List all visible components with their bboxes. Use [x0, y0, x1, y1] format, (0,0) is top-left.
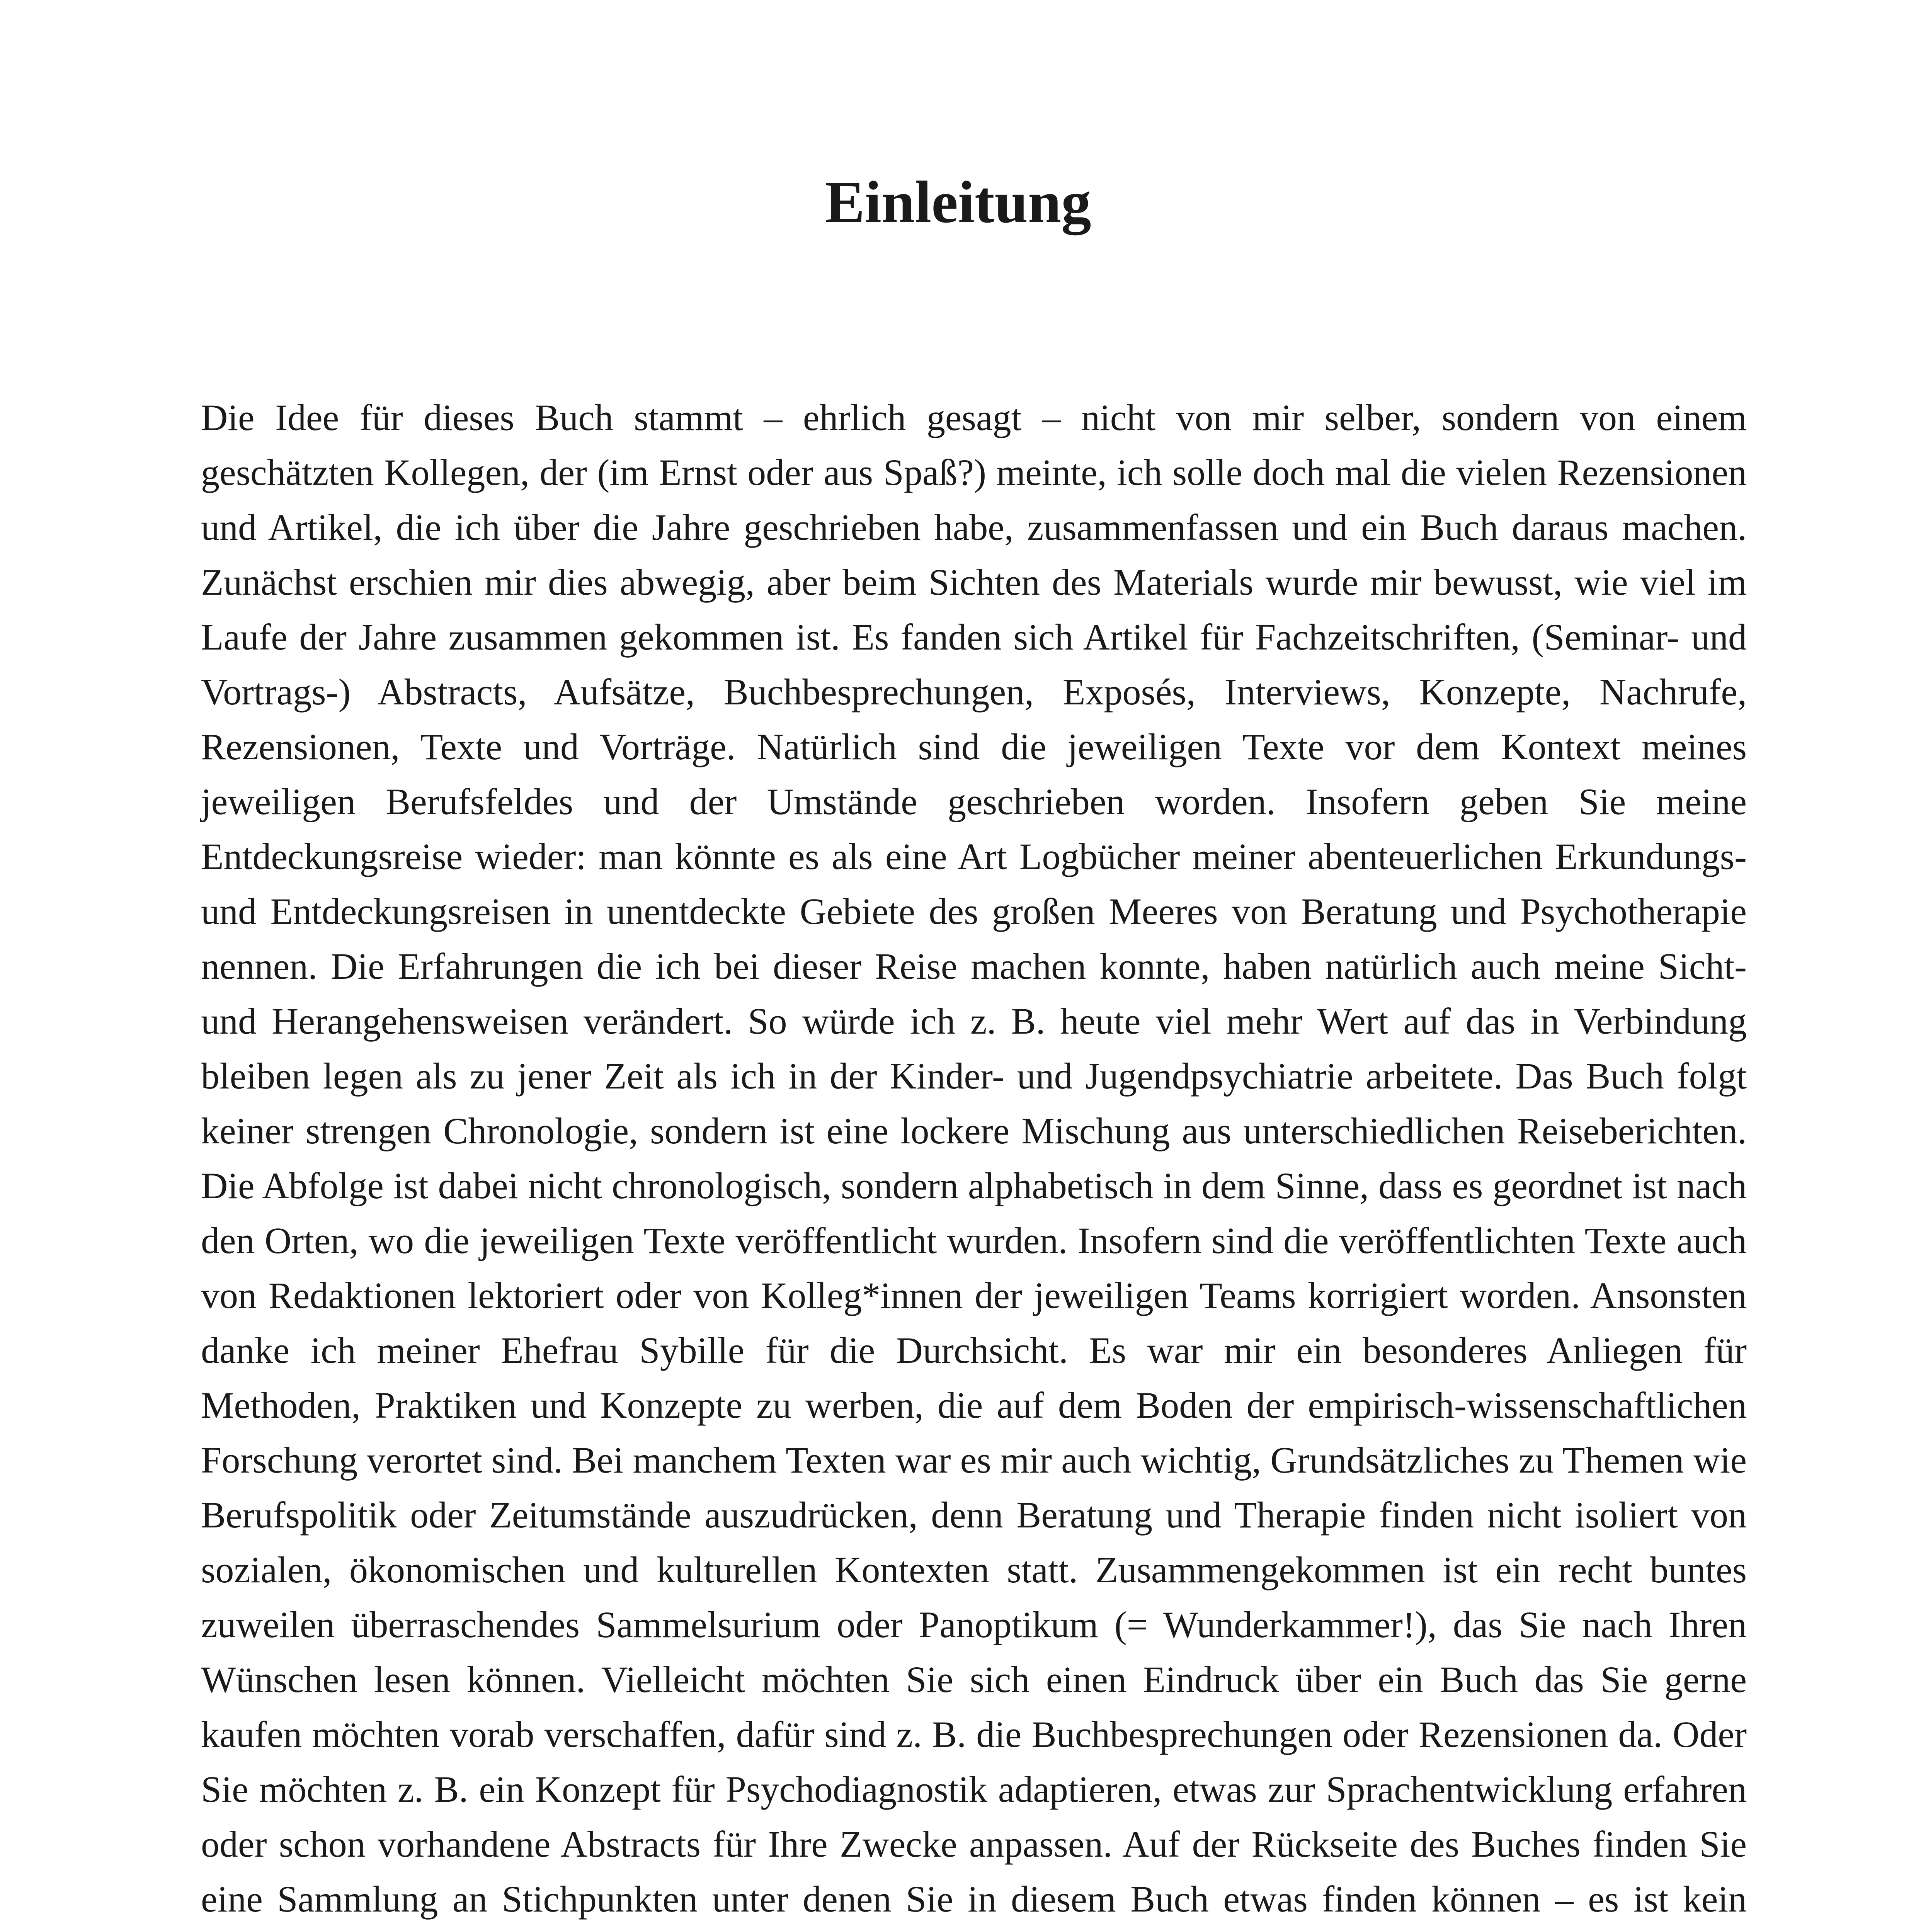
body-paragraph-1: Die Idee für dieses Buch stammt – ehrlich gesagt – nicht von mir selber, sondern von einem geschätzten Kollegen, der (im Ernst oder aus Spaß?) meinte, ich solle doch mal die vielen Rezensionen und Artikel, die ich über die Jahre geschrieben habe, zusammenfassen und ein Buch daraus machen. Zunächst erschien mir dies abwegig, aber beim Sichten des Materials wurde mir bewusst, wie viel im Laufe der Jahre zusammen gekommen ist. Es fanden sich Artikel für Fachzeitschriften, (Seminar- und Vortrags-) Abstracts, Aufsätze, Buchbesprechungen, Exposés, Interviews, Konzepte, Nachrufe, Rezensionen, Texte und Vorträge. Natürlich sind die jeweiligen Texte vor dem Kontext meines jeweiligen Berufsfeldes und der Umstände geschrieben worden. Insofern geben Sie meine Entdeckungsreise wieder: man könnte es als eine Art Logbücher meiner abenteuerlichen Erkundungs- und Entdeckungsreisen in unentdeckte Gebiete des großen Meeres von Beratung und Psychotherapie nennen. Die Erfahrungen die ich bei dieser Reise machen konnte, haben natürlich auch meine Sicht- und Herangehensweisen verändert. So würde ich z. B. heute viel mehr Wert auf das in Verbindung bleiben legen als zu jener Zeit als ich in der Kinder- und Jugendpsychiatrie arbeitete. Das Buch folgt keiner strengen Chronologie, sondern ist eine lockere Mischung aus unterschiedlichen Reiseberichten. Die Abfolge ist dabei nicht chronologisch, sondern alphabetisch in dem Sinne, dass es geordnet ist nach den Orten, wo die jeweiligen Texte veröffentlicht wurden. Insofern sind die veröffentlichten Texte auch von Redaktionen lektoriert oder von Kolleg*innen der jeweiligen Teams korrigiert worden. Ansonsten danke ich meiner Ehefrau Sybille für die Durchsicht. Es war mir ein besonderes Anliegen für Methoden, Praktiken und Konzepte zu werben, die auf dem Boden der empirisch-wissenschaftlichen Forschung verortet sind. Bei manchem Texten war es mir auch wichtig, Grundsätzliches zu Themen wie Berufspolitik oder Zeitumstände auszudrücken, denn Beratung und Therapie finden nicht isoliert von sozialen, ökonomischen und kulturellen Kontexten statt. Zusammengekommen ist ein recht buntes zuweilen überraschendes Sammelsurium oder Panoptikum (= Wunderkammer!), das Sie nach Ihren Wünschen lesen können. Vielleicht möchten Sie sich einen Eindruck über ein Buch das Sie gerne kaufen möchten vorab verschaffen, dafür sind z. B. die Buchbesprechungen oder Rezensionen da. Oder Sie möchten z. B. ein Konzept für Psychodiagnostik adaptieren, etwas zur Sprachentwicklung erfahren oder schon vorhandene Abstracts für Ihre Zwecke anpassen. Auf der Rückseite des Buches finden Sie eine Sammlung an Stichpunkten unter denen Sie in diesem Buch etwas finden können – es ist kein — [201, 397, 1747, 1920]
chapter-title: Einleitung — [825, 169, 1091, 235]
